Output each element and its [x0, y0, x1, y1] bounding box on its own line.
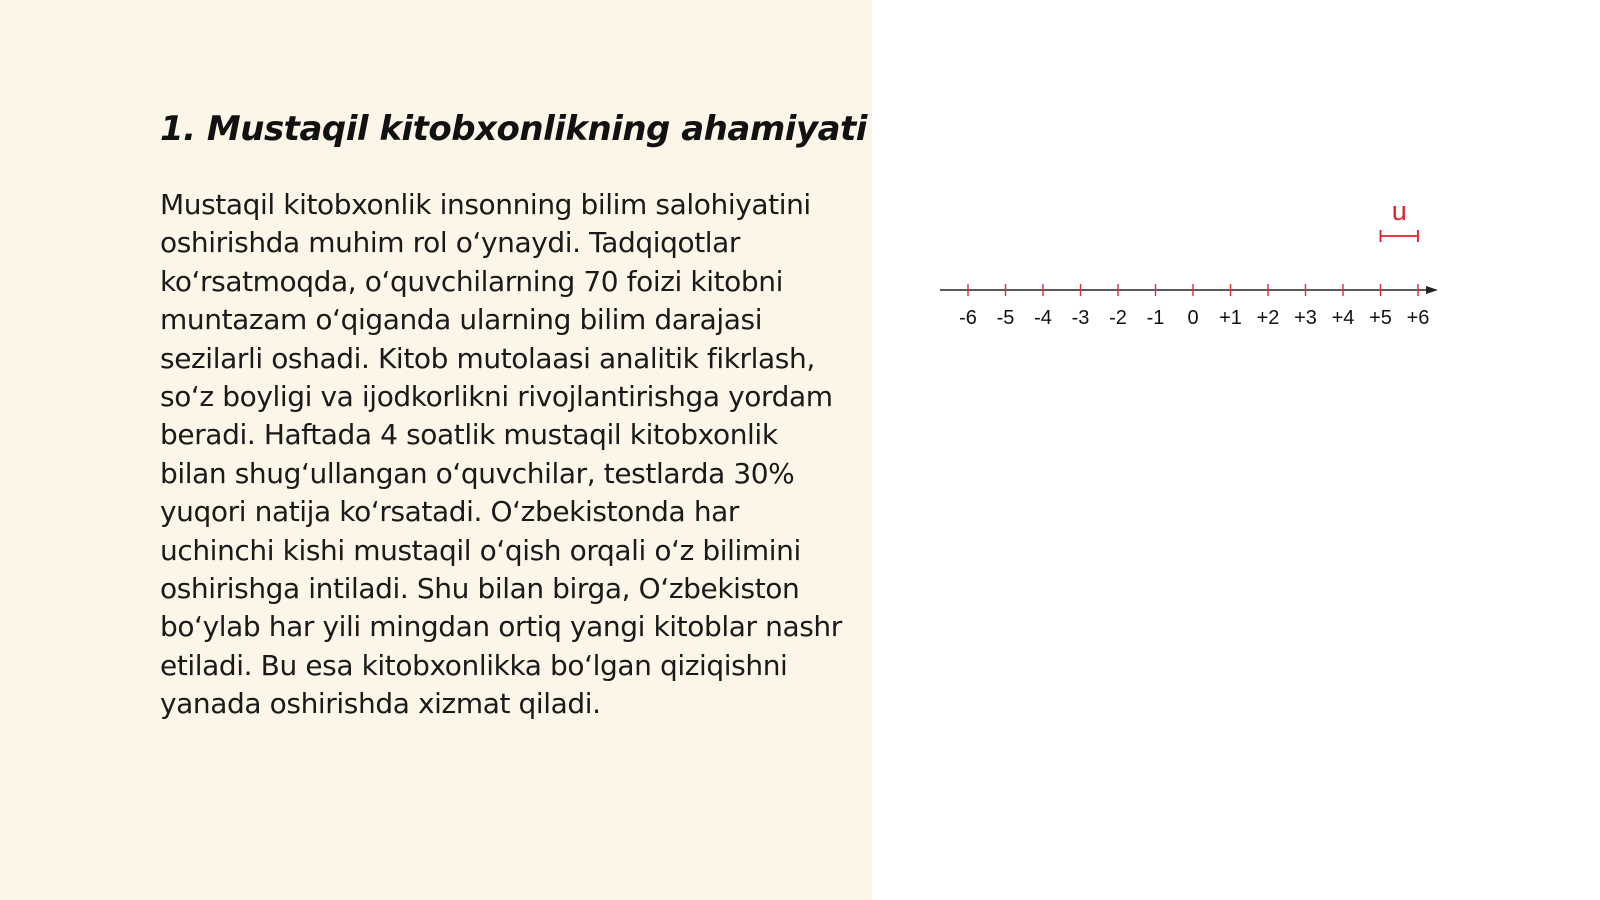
tick-label: -5 [996, 307, 1015, 329]
tick-label: +2 [1256, 307, 1280, 329]
tick-label: -4 [1034, 307, 1052, 329]
tick-label: +1 [1219, 307, 1242, 329]
number-line-diagram [940, 180, 1460, 340]
tick-label: +5 [1369, 307, 1392, 329]
tick-label: 0 [1187, 307, 1199, 329]
tick-label: -1 [1146, 307, 1165, 329]
tick-label: -3 [1071, 307, 1090, 329]
body-paragraph: Mustaqil kitobxonlik insonning bilim salohiyatini oshirishda muhim rol o‘ynaydi. Tadqiqotlar ko‘rsatmoqda, o‘quvchilarning 70 foizi kitobni muntazam o‘qiganda ularning bilim darajasi sezilarli oshadi. Kitob mutolaasi analitik fikrlash, so‘z boyligi va ijodkorlikni rivojlantirishga yordam beradi. Haftada 4 soatlik mustaqil kitobxonlik bilan shug‘ullangan o‘quvchilar, testlarda 30% yuqori natija ko‘rsatadi. O‘zbekistonda har uchinchi kishi mustaqil o‘qish orqali o‘z bilimini oshirishga intiladi. Shu bilan birga, O‘zbekiston bo‘ylab har yili mingdan ortiq yangi kitoblar nashr etiladi. Bu esa kitobxonlikka bo‘lgan qiziqishni yanada oshirishda xizmat qiladi. [160, 188, 842, 721]
axis-arrow-icon [1426, 286, 1438, 294]
interval-label: u [1391, 196, 1407, 226]
tick-label: -2 [1109, 307, 1127, 329]
tick-label: +3 [1294, 307, 1317, 329]
tick-label: +6 [1406, 307, 1430, 329]
tick-label: +4 [1331, 307, 1355, 329]
tick-label: -6 [959, 307, 977, 329]
section-heading: 1. Mustaqil kitobxonlikning ahamiyati [160, 109, 867, 149]
